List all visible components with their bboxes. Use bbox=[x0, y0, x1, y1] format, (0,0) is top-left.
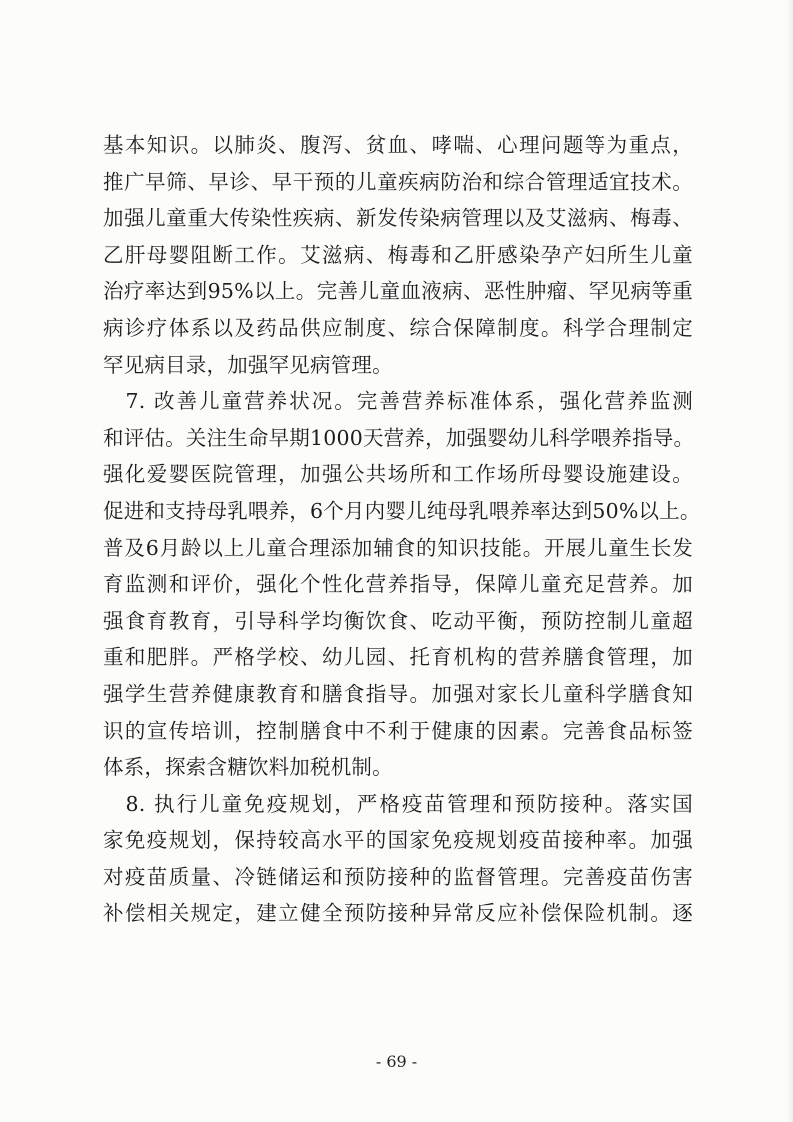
text-line: 促进和支持母乳喂养，6个月内婴儿纯母乳喂养率达到50%以上。 bbox=[103, 498, 701, 523]
text-line: 家免疫规划，保持较高水平的国家免疫规划疫苗接种率。加强 bbox=[103, 828, 693, 853]
text-line: 补偿相关规定，建立健全预防接种异常反应补偿保险机制。逐 bbox=[103, 901, 693, 926]
text-line: 普及6月龄以上儿童合理添加辅食的知识技能。开展儿童生长发 bbox=[103, 535, 693, 560]
text-line: 8. 执行儿童免疫规划，严格疫苗管理和预防接种。落实国 bbox=[103, 791, 693, 816]
text-line: 强食育教育，引导科学均衡饮食、吃动平衡，预防控制儿童超 bbox=[103, 608, 693, 633]
text-line: 基本知识。以肺炎、腹泻、贫血、哮喘、心理问题等为重点， bbox=[103, 133, 693, 157]
text-line: 7. 改善儿童营养状况。完善营养标准体系，强化营养监测 bbox=[103, 389, 693, 414]
text-line: 育监测和评价，强化个性化营养指导，保障儿童充足营养。加 bbox=[103, 572, 693, 597]
body-text bbox=[103, 127, 701, 932]
text-line: 和评估。关注生命早期1000天营养，加强婴幼儿科学喂养指导。 bbox=[103, 425, 695, 450]
text-line: 乙肝母婴阻断工作。艾滋病、梅毒和乙肝感染孕产妇所生儿童 bbox=[103, 242, 693, 267]
page-number: - 69 - bbox=[375, 1052, 418, 1071]
text-line: 治疗率达到95%以上。完善儿童血液病、恶性肿瘤、罕见病等重 bbox=[103, 279, 693, 304]
text-line: 推广早筛、早诊、早干预的儿童疾病防治和综合管理适宜技术。 bbox=[103, 169, 693, 194]
text-line: 病诊疗体系以及药品供应制度、综合保障制度。科学合理制定 bbox=[103, 315, 693, 340]
text-line: 加强儿童重大传染性疾病、新发传染病管理以及艾滋病、梅毒、 bbox=[103, 206, 693, 231]
text-line: 重和肥胖。严格学校、幼儿园、托育机构的营养膳食管理，加 bbox=[103, 645, 693, 670]
text-line: 罕见病目录，加强罕见病管理。 bbox=[103, 352, 393, 377]
page-edge-shadow bbox=[787, 0, 793, 1122]
text-line: 识的宣传培训，控制膳食中不利于健康的因素。完善食品标签 bbox=[103, 718, 693, 743]
text-line: 强化爱婴医院管理，加强公共场所和工作场所母婴设施建设。 bbox=[103, 462, 693, 487]
text-line: 强学生营养健康教育和膳食指导。加强对家长儿童科学膳食知 bbox=[103, 681, 693, 706]
text-line: 对疫苗质量、冷链储运和预防接种的监督管理。完善疫苗伤害 bbox=[103, 864, 693, 889]
text-line: 体系，探索含糖饮料加税机制。 bbox=[103, 755, 393, 780]
